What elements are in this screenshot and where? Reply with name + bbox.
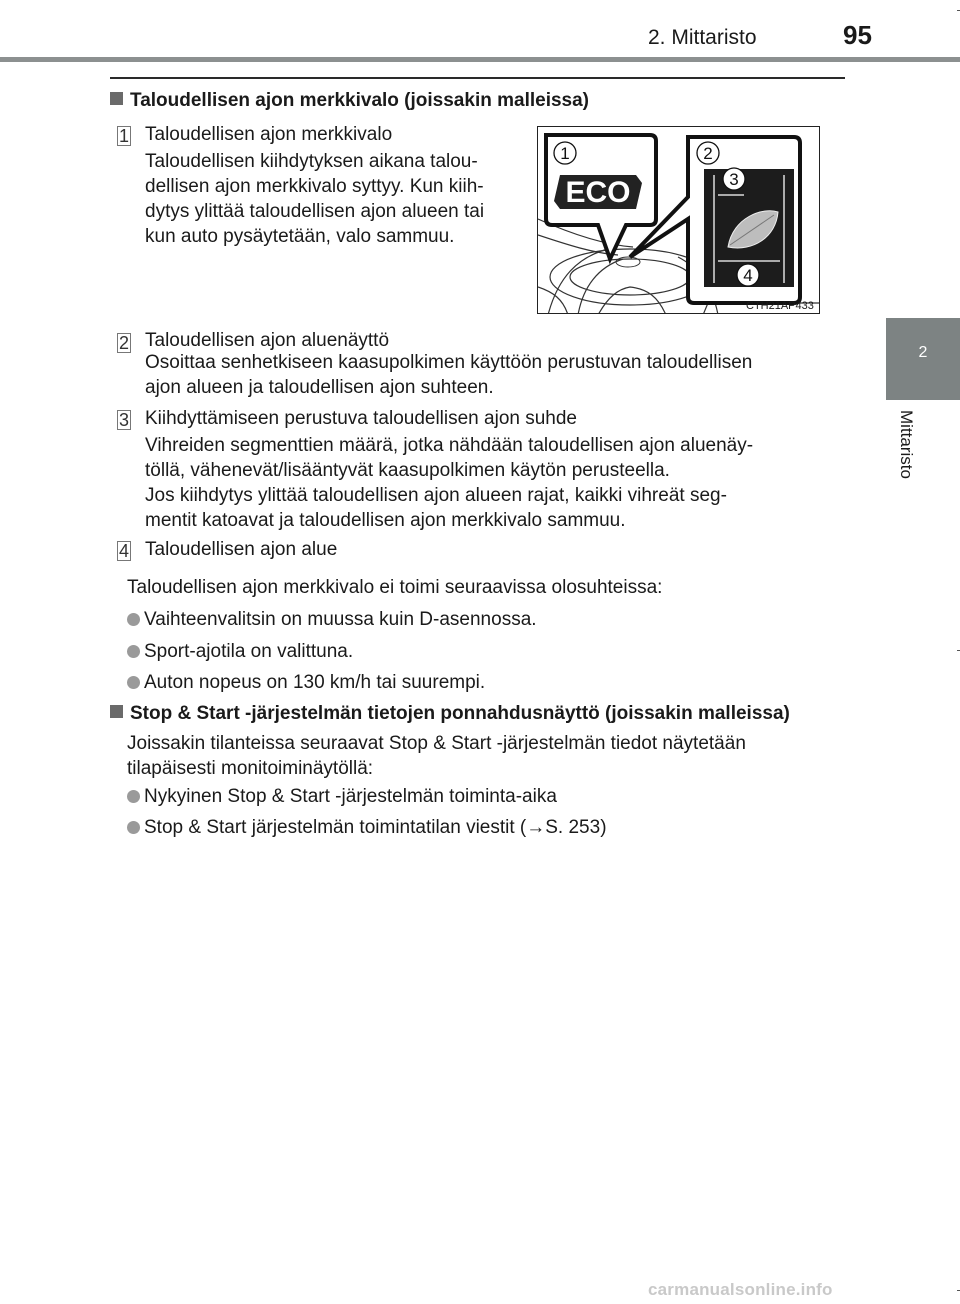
note-text: Taloudellisen ajon merkkivalo ei toimi seuraavissa olosuhteissa: bbox=[127, 577, 663, 598]
eco-label: ECO bbox=[565, 176, 631, 209]
dashboard-illustration bbox=[538, 127, 820, 314]
section-heading-eco-text: Taloudellisen ajon merkkivalo (joissakin malleissa) bbox=[130, 90, 589, 111]
list-item: Vaihteenvalitsin on muussa kuin D-asennossa. bbox=[127, 609, 537, 631]
header-rule bbox=[0, 57, 960, 62]
item-number-4: 4 bbox=[118, 541, 129, 561]
chapter-side-label bbox=[892, 410, 916, 500]
page-number: 95 bbox=[843, 20, 872, 50]
item-title-2: Taloudellisen ajon aluenäyttö bbox=[145, 330, 390, 351]
section-heading-eco bbox=[110, 90, 589, 112]
square-bullet-icon bbox=[110, 92, 123, 105]
figure-code: CTH21AP433 bbox=[746, 300, 814, 312]
item-title-1: Taloudellisen ajon merkkivalo bbox=[145, 124, 393, 145]
section-heading-stop-start bbox=[110, 703, 790, 725]
list-item bbox=[127, 817, 607, 839]
square-bullet-icon bbox=[110, 705, 123, 718]
item-title-3: Kiihdyttämiseen perustuva taloudellisen ajon suhde bbox=[145, 408, 577, 429]
item-title-4: Taloudellisen ajon alue bbox=[145, 539, 338, 560]
item-number-3: 3 bbox=[118, 410, 129, 430]
watermark: carmanualsonline.info bbox=[648, 1280, 833, 1299]
content-rule bbox=[110, 77, 845, 79]
chapter-tab-number: 2 bbox=[918, 344, 928, 361]
callout-number-1: 1 bbox=[560, 144, 570, 163]
item-number-2: 2 bbox=[118, 333, 129, 353]
chapter-side-label-text: Mittaristo bbox=[897, 410, 916, 479]
bullet-dot-icon bbox=[127, 821, 140, 834]
bullet-dot-icon bbox=[127, 676, 140, 689]
chapter-tab bbox=[886, 318, 960, 400]
callout-number-4: 4 bbox=[743, 266, 753, 285]
callout-number-2: 2 bbox=[703, 144, 713, 163]
item-number-1: 1 bbox=[118, 126, 129, 146]
chapter-title: 2. Mittaristo bbox=[648, 26, 757, 49]
section-stop-start-description: Joissakin tilanteissa seuraavat Stop & Start -järjestelmän tiedot näytetään tilapäisesti monitoiminäytöllä: bbox=[127, 733, 746, 779]
callout-number-3: 3 bbox=[729, 170, 739, 189]
bullet-dot-icon bbox=[127, 645, 140, 658]
item-description-1: Taloudellisen kiihdytyksen aikana talou- dellisen ajon merkkivalo syttyy. Kun kiih- dytys ylittää taloudellisen ajon alueen tai kun auto pysäytetään, valo sammuu. bbox=[145, 151, 485, 247]
page-reference-link: Stop & Start järjestelmän toimintatilan viestit (→S. 253) bbox=[144, 817, 607, 838]
section-heading-stop-start-text: Stop & Start -järjestelmän tietojen ponnahdusnäyttö (joissakin malleissa) bbox=[130, 703, 790, 724]
item-description-3: Vihreiden segmenttien määrä, jotka nähdään taloudellisen ajon aluenäy- töllä, vähenevät/lisääntyvät kaasupolkimen käytön perusteella. Jos kiihdytys ylittää taloudellisen ajon alueen rajat, kaikki vihreät seg- mentit katoavat ja taloudellisen ajon merkkivalo sammuu. bbox=[145, 435, 754, 531]
bullet-dot-icon bbox=[127, 613, 140, 626]
list-item: Nykyinen Stop & Start -järjestelmän toiminta-aika bbox=[127, 786, 557, 808]
bullet-dot-icon bbox=[127, 790, 140, 803]
list-item: Auton nopeus on 130 km/h tai suurempi. bbox=[127, 672, 485, 694]
item-description-2: Osoittaa senhetkiseen kaasupolkimen käyttöön perustuvan taloudellisen ajon alueen ja taloudellisen ajon suhteen. bbox=[145, 352, 753, 398]
list-item: Sport-ajotila on valittuna. bbox=[127, 641, 353, 663]
eco-indicator-illustration bbox=[537, 126, 820, 314]
